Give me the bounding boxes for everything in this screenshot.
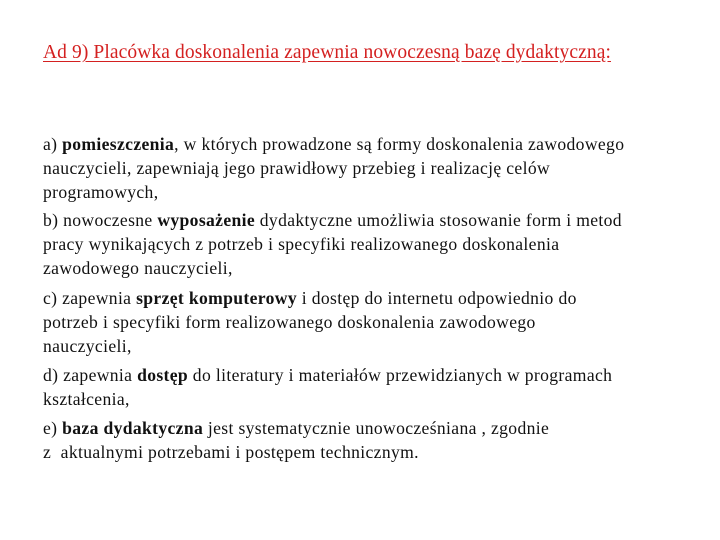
continuation-line: nauczycieli, zapewniają jego prawidłowy przebieg i realizację celów: [43, 158, 551, 178]
item-text: , w których prowadzone są formy doskonalenia zawodowego: [174, 134, 625, 154]
list-item-a: [43, 132, 624, 204]
continuation-line: kształcenia,: [43, 388, 130, 409]
item-text: jest systematycznie unowocześniana , zgodnie: [203, 417, 550, 438]
list-item-c: [43, 286, 624, 358]
first-line: [43, 363, 624, 387]
first-line: [43, 132, 624, 156]
item-prefix: d) zapewnia: [43, 364, 138, 385]
slide-body: [43, 132, 624, 467]
item-keyword: sprzęt komputerowy: [136, 287, 297, 308]
item-prefix: c) zapewnia: [43, 287, 137, 308]
continuation-line: pracy wynikających z potrzeb i specyfiki realizowanego doskonalenia: [43, 233, 560, 254]
item-keyword: baza dydaktyczna: [62, 417, 204, 438]
slide-title: Ad 9) Placówka doskonalenia zapewnia nowoczesną bazę dydaktyczną:: [43, 42, 611, 63]
item-text: do literatury i materiałów przewidzianych w programach: [188, 364, 613, 385]
item-prefix: a): [43, 134, 63, 154]
continuation-line: zawodowego nauczycieli,: [43, 257, 233, 278]
item-prefix: e): [43, 417, 63, 438]
continuation-line: potrzeb i specyfiki form realizowanego doskonalenia zawodowego: [43, 311, 536, 332]
item-keyword: dostęp: [137, 364, 189, 385]
item-prefix: b) nowoczesne: [43, 209, 158, 230]
continuation-line: nauczycieli,: [43, 335, 132, 356]
item-keyword: wyposażenie: [157, 209, 256, 230]
first-line: [43, 416, 624, 440]
list-item-e: [43, 416, 624, 464]
first-line: [43, 208, 624, 232]
item-text: dydaktyczne umożliwia stosowanie form i metod: [255, 209, 622, 230]
list-item-d: [43, 363, 624, 411]
first-line: [43, 286, 624, 310]
list-item-b: [43, 208, 624, 280]
item-text: i dostęp do internetu odpowiednio do: [296, 287, 577, 308]
item-keyword: pomieszczenia: [62, 134, 175, 154]
continuation-line: z aktualnymi potrzebami i postępem technicznym.: [43, 441, 419, 462]
continuation-line: programowych,: [43, 182, 159, 202]
